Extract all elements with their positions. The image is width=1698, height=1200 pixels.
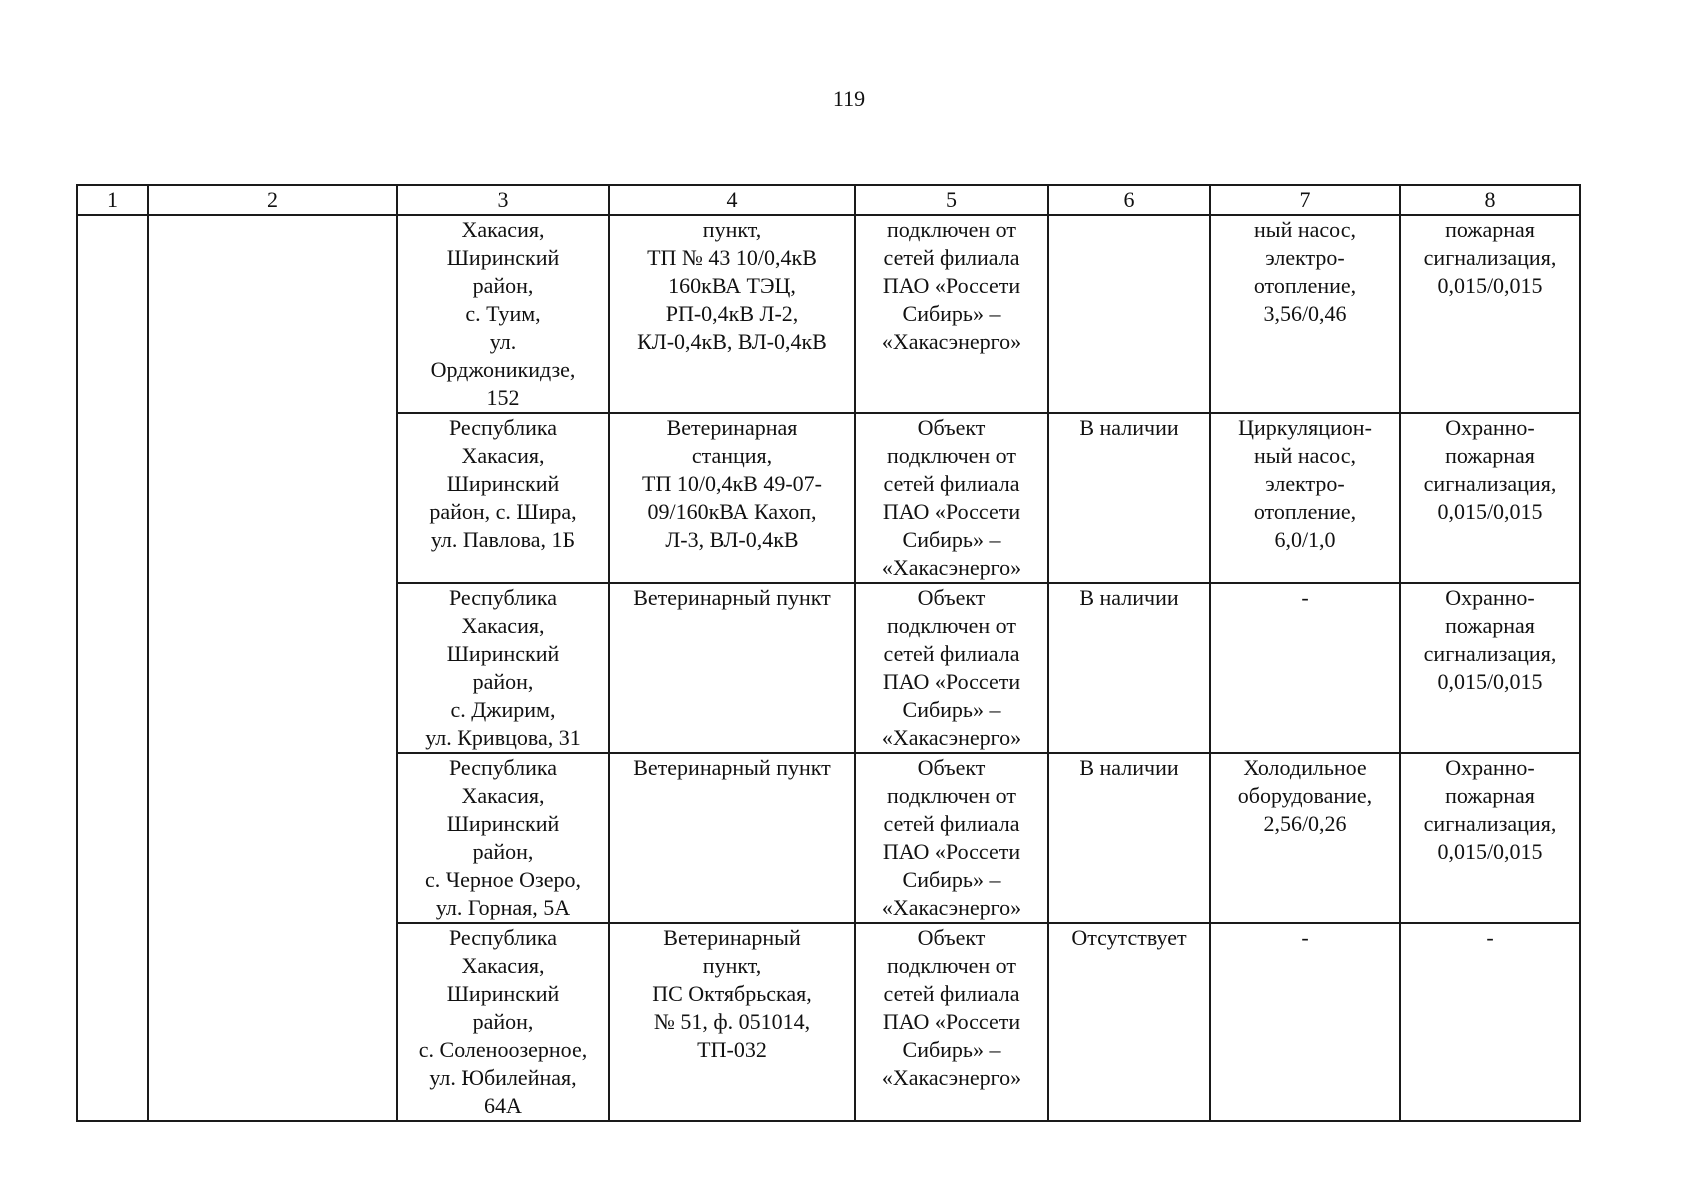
- cell-line: ПАО «Россети: [882, 273, 1021, 298]
- cell-line: «Хакасэнерго»: [881, 1065, 1022, 1090]
- cell-line: 6,0/1,0: [1274, 527, 1336, 552]
- cell-line: пункт,: [702, 217, 762, 242]
- cell-line: сетей филиала: [883, 981, 1020, 1006]
- cell-availability: [1048, 215, 1210, 413]
- cell-line: ул. Кривцова, 31: [425, 725, 581, 750]
- cell-line: -: [1301, 585, 1309, 610]
- cell-line: Республика: [448, 415, 558, 440]
- cell-line: район, с. Шира,: [429, 499, 577, 524]
- cell-line: Республика: [448, 925, 558, 950]
- cell-line: Отсутствует: [1071, 925, 1187, 950]
- cell-equipment: [1210, 413, 1400, 583]
- cell-line: Ширинский: [446, 811, 560, 836]
- cell-line: Хакасия,: [461, 217, 545, 242]
- cell-line: район,: [472, 273, 534, 298]
- header-cell-col3: 3: [397, 185, 609, 215]
- cell-line: 09/160кВА Кахоп,: [647, 499, 817, 524]
- cell-line: подключен от: [886, 217, 1017, 242]
- cell-col1-merged: [77, 215, 148, 1121]
- cell-line: подключен от: [886, 953, 1017, 978]
- table-row: [77, 215, 1580, 413]
- cell-line: ПАО «Россети: [882, 1009, 1021, 1034]
- cell-line: Хакасия,: [461, 613, 545, 638]
- cell-line: Л-3, ВЛ-0,4кВ: [665, 527, 799, 552]
- cell-line: «Хакасэнерго»: [881, 725, 1022, 750]
- cell-line: ПАО «Россети: [882, 839, 1021, 864]
- cell-line: 0,015/0,015: [1437, 839, 1543, 864]
- cell-line: Ширинский: [446, 471, 560, 496]
- cell-line: Ветеринарный: [663, 925, 801, 950]
- cell-line: район,: [472, 839, 534, 864]
- header-cell-col8: 8: [1400, 185, 1580, 215]
- cell-line: Хакасия,: [461, 783, 545, 808]
- cell-line: № 51, ф. 051014,: [653, 1009, 811, 1034]
- cell-connection: [855, 413, 1048, 583]
- cell-line: «Хакасэнерго»: [881, 895, 1022, 920]
- data-table: [76, 184, 1581, 1122]
- cell-availability: [1048, 753, 1210, 923]
- cell-equipment: [1210, 215, 1400, 413]
- cell-alarm: [1400, 923, 1580, 1121]
- cell-equipment: [1210, 923, 1400, 1121]
- cell-line: Холодильное: [1243, 755, 1367, 780]
- cell-line: ТП 10/0,4кВ 49-07-: [642, 471, 822, 496]
- cell-line: с. Джирим,: [450, 697, 556, 722]
- cell-line: подключен от: [886, 613, 1017, 638]
- cell-alarm: [1400, 583, 1580, 753]
- cell-address: [397, 583, 609, 753]
- cell-alarm: [1400, 215, 1580, 413]
- header-cell-col1: 1: [77, 185, 148, 215]
- cell-line: район,: [472, 1009, 534, 1034]
- cell-line: Объект: [917, 755, 986, 780]
- cell-line: В наличии: [1079, 415, 1179, 440]
- cell-line: район,: [472, 669, 534, 694]
- cell-facility: [609, 923, 855, 1121]
- cell-line: Хакасия,: [461, 443, 545, 468]
- cell-alarm: [1400, 753, 1580, 923]
- cell-line: 0,015/0,015: [1437, 499, 1543, 524]
- cell-line: Ветеринарная: [666, 415, 798, 440]
- cell-line: сигнализация,: [1423, 245, 1557, 270]
- cell-line: ПАО «Россети: [882, 499, 1021, 524]
- cell-facility: [609, 753, 855, 923]
- cell-connection: [855, 215, 1048, 413]
- cell-line: станция,: [691, 443, 773, 468]
- cell-line: 0,015/0,015: [1437, 273, 1543, 298]
- header-cell-col5: 5: [855, 185, 1048, 215]
- cell-address: [397, 923, 609, 1121]
- cell-line: сетей филиала: [883, 471, 1020, 496]
- cell-line: Сибирь» –: [902, 697, 1001, 722]
- header-cell-col6: 6: [1048, 185, 1210, 215]
- cell-line: подключен от: [886, 783, 1017, 808]
- cell-line: Охранно-: [1445, 415, 1535, 440]
- cell-line: «Хакасэнерго»: [881, 329, 1022, 354]
- cell-facility: [609, 215, 855, 413]
- cell-line: Республика: [448, 585, 558, 610]
- cell-line: Сибирь» –: [902, 301, 1001, 326]
- cell-line: 3,56/0,46: [1263, 301, 1347, 326]
- cell-line: 152: [486, 385, 520, 410]
- cell-connection: [855, 753, 1048, 923]
- cell-line: ПС Октябрьская,: [652, 981, 812, 1006]
- cell-line: пожарная: [1445, 443, 1535, 468]
- cell-line: Ширинский: [446, 641, 560, 666]
- cell-line: с. Соленоозерное,: [418, 1037, 588, 1062]
- cell-line: Ширинский: [446, 981, 560, 1006]
- cell-line: Сибирь» –: [902, 527, 1001, 552]
- cell-equipment: [1210, 583, 1400, 753]
- cell-line: ПАО «Россети: [882, 669, 1021, 694]
- cell-line: Ширинский: [446, 245, 560, 270]
- cell-availability: [1048, 413, 1210, 583]
- cell-line: сигнализация,: [1423, 641, 1557, 666]
- cell-line: оборудование,: [1237, 783, 1373, 808]
- cell-address: [397, 215, 609, 413]
- cell-line: подключен от: [886, 443, 1017, 468]
- cell-line: Республика: [448, 755, 558, 780]
- cell-line: Хакасия,: [461, 953, 545, 978]
- cell-line: РП-0,4кВ Л-2,: [665, 301, 799, 326]
- cell-line: Ветеринарный пункт: [633, 585, 831, 610]
- cell-address: [397, 753, 609, 923]
- cell-line: с. Черное Озеро,: [425, 867, 581, 892]
- cell-line: ТП № 43 10/0,4кВ: [647, 245, 817, 270]
- cell-connection: [855, 583, 1048, 753]
- cell-line: ул. Юбилейная,: [429, 1065, 577, 1090]
- cell-line: отопление,: [1253, 499, 1357, 524]
- cell-line: Объект: [917, 415, 986, 440]
- cell-line: ул.: [489, 329, 517, 354]
- cell-line: ный насос,: [1254, 443, 1356, 468]
- cell-line: Циркуляцион-: [1238, 415, 1372, 440]
- cell-line: сетей филиала: [883, 641, 1020, 666]
- cell-facility: [609, 413, 855, 583]
- cell-line: ный насос,: [1254, 217, 1356, 242]
- cell-availability: [1048, 583, 1210, 753]
- cell-line: сигнализация,: [1423, 811, 1557, 836]
- cell-line: В наличии: [1079, 585, 1179, 610]
- cell-line: с. Туим,: [465, 301, 541, 326]
- cell-line: Охранно-: [1445, 755, 1535, 780]
- cell-facility: [609, 583, 855, 753]
- page-number: 119: [832, 86, 866, 111]
- cell-line: Объект: [917, 925, 986, 950]
- cell-line: пожарная: [1445, 783, 1535, 808]
- cell-line: 0,015/0,015: [1437, 669, 1543, 694]
- header-row: [77, 185, 1580, 215]
- cell-line: пожарная: [1445, 613, 1535, 638]
- cell-line: сигнализация,: [1423, 471, 1557, 496]
- header-cell-col7: 7: [1210, 185, 1400, 215]
- cell-line: Охранно-: [1445, 585, 1535, 610]
- cell-address: [397, 413, 609, 583]
- cell-alarm: [1400, 413, 1580, 583]
- cell-line: сетей филиала: [883, 245, 1020, 270]
- cell-line: пункт,: [702, 953, 762, 978]
- cell-line: 64А: [484, 1093, 522, 1118]
- cell-availability: [1048, 923, 1210, 1121]
- cell-col2-merged: [148, 215, 397, 1121]
- cell-line: Сибирь» –: [902, 1037, 1001, 1062]
- cell-connection: [855, 923, 1048, 1121]
- cell-line: 2,56/0,26: [1263, 811, 1347, 836]
- cell-line: отопление,: [1253, 273, 1357, 298]
- cell-line: 160кВА ТЭЦ,: [668, 273, 796, 298]
- cell-line: Объект: [917, 585, 986, 610]
- cell-line: КЛ-0,4кВ, ВЛ-0,4кВ: [637, 329, 827, 354]
- cell-line: пожарная: [1445, 217, 1535, 242]
- cell-line: Орджоникидзе,: [430, 357, 576, 382]
- cell-line: ул. Павлова, 1Б: [430, 527, 576, 552]
- cell-line: ул. Горная, 5А: [435, 895, 571, 920]
- cell-line: сетей филиала: [883, 811, 1020, 836]
- header-cell-col4: 4: [609, 185, 855, 215]
- cell-line: -: [1486, 925, 1494, 950]
- cell-line: ТП-032: [697, 1037, 767, 1062]
- cell-line: Сибирь» –: [902, 867, 1001, 892]
- cell-equipment: [1210, 753, 1400, 923]
- cell-line: В наличии: [1079, 755, 1179, 780]
- cell-line: электро-: [1265, 245, 1345, 270]
- cell-line: «Хакасэнерго»: [881, 555, 1022, 580]
- cell-line: -: [1301, 925, 1309, 950]
- cell-line: электро-: [1265, 471, 1345, 496]
- cell-line: Ветеринарный пункт: [633, 755, 831, 780]
- header-cell-col2: 2: [148, 185, 397, 215]
